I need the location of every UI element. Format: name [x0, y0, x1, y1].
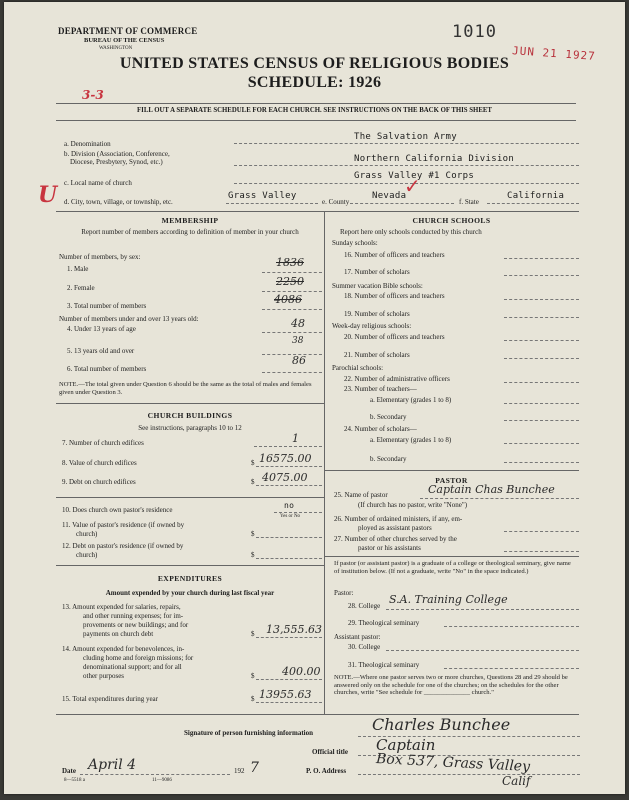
q11-label-1: 11. Value of pastor's residence (if owned by	[62, 521, 185, 529]
q24b-label: b. Secondary	[370, 455, 407, 463]
q23a-label: a. Elementary (grades 1 to 8)	[370, 396, 452, 404]
city-value[interactable]: Grass Valley	[228, 191, 297, 201]
q27-label-1: 27. Number of other churches served by the	[334, 535, 457, 543]
bureau-label: BUREAU OF THE CENSUS	[84, 37, 165, 44]
denomination-value[interactable]: The Salvation Army	[354, 132, 457, 142]
q24a-label: a. Elementary (grades 1 to 8)	[370, 436, 452, 444]
q10-value[interactable]: no	[284, 501, 295, 510]
year-value[interactable]: 7	[250, 760, 259, 776]
q4-value[interactable]: 48	[291, 317, 305, 330]
q8-value[interactable]: 16575.00	[259, 452, 312, 465]
form-code: 8—5518 a	[64, 778, 85, 783]
q12-label-1: 12. Debt on pastor's residence (if owned by	[62, 542, 184, 550]
q27-value-line[interactable]	[504, 551, 579, 552]
q15-value[interactable]: 13955.63	[259, 688, 312, 701]
q16-label: 16. Number of officers and teachers	[344, 251, 445, 259]
city-label: WASHINGTON	[99, 46, 133, 51]
q15-dollar: $	[251, 695, 255, 703]
q19-value-line[interactable]	[504, 317, 579, 318]
q6-value[interactable]: 86	[292, 354, 306, 367]
form-number: 1010	[452, 22, 497, 42]
q14-label-2: cluding home and foreign missions; for	[83, 654, 194, 662]
q31-label: 31. Theological seminary	[348, 661, 420, 669]
form-title: UNITED STATES CENSUS OF RELIGIOUS BODIES	[119, 55, 510, 72]
q3-value[interactable]: 4086	[274, 293, 302, 306]
division-value[interactable]: Northern California Division	[354, 154, 515, 164]
county-value[interactable]: Nevada	[372, 191, 407, 201]
q13-label-2: and other running expenses; for im-	[83, 612, 184, 620]
q2-value[interactable]: 2250	[276, 275, 304, 288]
q11-value-line[interactable]	[256, 537, 322, 538]
pastor-note: NOTE.—Where one pastor serves two or more churches, Questions 28 and 29 should be answered only on the schedule for one of the churches; on the schedules for the other churches, write "See schedule for ______________ church."	[334, 674, 568, 697]
membership-heading: MEMBERSHIP	[161, 216, 219, 225]
margin-mark: 3-3	[82, 88, 104, 102]
q4-label: 4. Under 13 years of age	[67, 325, 136, 333]
department-label: DEPARTMENT OF COMMERCE	[58, 26, 198, 36]
q12-value-line[interactable]	[256, 558, 322, 559]
q22-label: 22. Number of administrative officers	[344, 375, 450, 383]
q5-label: 5. 13 years old and over	[67, 347, 135, 355]
q29-label: 29. Theological seminary	[348, 619, 420, 627]
local-name-label: c. Local name of church	[64, 179, 132, 187]
q27-label-2: pastor or his assistants	[358, 544, 421, 552]
q26-value-line[interactable]	[504, 531, 579, 532]
q17-value-line[interactable]	[504, 275, 579, 276]
print-code: 11—9086	[152, 778, 172, 783]
po-address-value[interactable]: Box 537, Grass Valley	[375, 750, 531, 776]
q13-label-3: provements or new buildings; and for	[83, 621, 189, 629]
division-label-1: b. Division (Association, Conference,	[64, 150, 170, 158]
date-value[interactable]: April 4	[88, 757, 137, 773]
q12-label-2: church)	[76, 551, 98, 559]
q29-value-line[interactable]	[444, 626, 579, 627]
state-value[interactable]: California	[507, 191, 565, 201]
q18-label: 18. Number of officers and teachers	[344, 292, 445, 300]
q13-value[interactable]: 13,555.63	[266, 623, 322, 636]
instructions-line: FILL OUT A SEPARATE SCHEDULE FOR EACH CHURCH. SEE INSTRUCTIONS ON THE BACK OF THIS SHEET	[137, 107, 492, 114]
q24-label: 24. Number of scholars—	[344, 425, 417, 433]
age-intro-label: Number of members under and over 13 years old:	[59, 315, 199, 323]
pastor-subheading: Pastor:	[334, 589, 354, 597]
q25-label: 25. Name of pastor	[334, 491, 388, 499]
q5-value[interactable]: 38	[292, 336, 304, 346]
q14-label-4: other purposes	[83, 672, 125, 680]
state-label: f. State	[459, 198, 479, 206]
q13-label-1: 13. Amount expended for salaries, repairs,	[62, 603, 181, 611]
check-mark-icon: ✓	[404, 176, 421, 198]
q25-hint: (If church has no pastor, write "None")	[358, 501, 468, 509]
q11-label-2: church)	[76, 530, 98, 538]
members-by-sex-label: Number of members, by sex:	[59, 253, 141, 261]
official-title-value[interactable]: Captain	[376, 736, 436, 754]
q1-value[interactable]: 1836	[276, 256, 304, 269]
q19-label: 19. Number of scholars	[344, 310, 410, 318]
q7-label: 7. Number of church edifices	[62, 439, 144, 447]
pastor-heading: PASTOR	[435, 476, 468, 485]
q18-value-line[interactable]	[504, 299, 579, 300]
q24a-value-line[interactable]	[504, 443, 579, 444]
city-label: d. City, town, village, or township, etc.	[64, 198, 173, 206]
q12-dollar: $	[251, 551, 255, 559]
college-note: If pastor (or assistant pastor) is a graduate of a college or theological seminary, give name of institution below. (If not a graduate, write "No" in the space indicated.)	[334, 560, 571, 575]
q21-value-line[interactable]	[504, 358, 579, 359]
expenditures-intro: Amount expended by your church during last fiscal year	[105, 589, 275, 597]
q9-value[interactable]: 4075.00	[262, 471, 308, 484]
po-address-label: P. O. Address	[306, 767, 347, 775]
buildings-intro: See instructions, paragraphs 10 to 12	[138, 424, 242, 432]
membership-note: NOTE.—The total given under Question 6 should be the same as the total of males and females given under Question 3.	[59, 381, 312, 396]
q28-label: 28. College	[348, 602, 381, 610]
q7-value[interactable]: 1	[292, 432, 299, 445]
year-prefix: 192	[234, 767, 245, 775]
q10-label: 10. Does church own pastor's residence	[62, 506, 173, 514]
schools-heading: CHURCH SCHOOLS	[412, 216, 491, 225]
q25-value[interactable]: Captain Chas Bunchee	[428, 483, 555, 496]
q3-label: 3. Total number of members	[67, 302, 147, 310]
po-address-value-2[interactable]: Calif	[502, 774, 531, 788]
signature-value[interactable]: Charles Bunchee	[372, 715, 511, 734]
official-title-label: Official title	[312, 748, 348, 756]
q9-label: 9. Debt on church edifices	[62, 478, 136, 486]
q13-label-4: payments on church debt	[83, 630, 154, 638]
q8-dollar: $	[251, 459, 255, 467]
q26-label-1: 26. Number of ordained ministers, if any, em-	[334, 515, 463, 523]
received-date-stamp: JUN 21 1927	[511, 44, 597, 63]
q23b-label: b. Secondary	[370, 413, 407, 421]
membership-intro: Report number of members according to definition of member in your church	[81, 228, 299, 236]
q28-value[interactable]: S.A. Training College	[389, 593, 508, 606]
q20-value-line[interactable]	[504, 340, 579, 341]
q1-label: 1. Male	[67, 265, 89, 273]
q24b-value-line[interactable]	[504, 462, 579, 463]
local-name-value[interactable]: Grass Valley #1 Corps	[354, 171, 475, 181]
q9-dollar: $	[251, 478, 255, 486]
q13-dollar: $	[251, 630, 255, 638]
schedule-title: SCHEDULE: 1926	[247, 74, 382, 91]
q6-label: 6. Total number of members	[67, 365, 147, 373]
division-label-2: Diocese, Presbytery, Synod, etc.)	[70, 158, 163, 166]
q21-label: 21. Number of scholars	[344, 351, 410, 359]
q30-value-line[interactable]	[386, 650, 579, 651]
q2-label: 2. Female	[67, 284, 95, 292]
county-label: e. County	[322, 198, 350, 206]
q22-value-line[interactable]	[504, 382, 579, 383]
q30-label: 30. College	[348, 643, 381, 651]
date-label: Date	[62, 767, 76, 775]
parochial-schools-label: Parochial schools:	[332, 364, 384, 372]
q16-value-line[interactable]	[504, 258, 579, 259]
q14-value[interactable]: 400.00	[282, 665, 321, 678]
census-schedule-sheet	[4, 2, 625, 794]
sunday-schools-label: Sunday schools:	[332, 239, 378, 247]
expenditures-heading: EXPENDITURES	[157, 574, 223, 583]
signature-label: Signature of person furnishing information	[184, 729, 313, 737]
q11-dollar: $	[251, 530, 255, 538]
q8-label: 8. Value of church edifices	[62, 459, 137, 467]
q15-label: 15. Total expenditures during year	[62, 695, 158, 703]
buildings-heading: CHURCH BUILDINGS	[147, 411, 233, 420]
q14-label-1: 14. Amount expended for benevolences, in-	[62, 645, 185, 653]
schools-intro: Report here only schools conducted by this church	[340, 228, 482, 236]
q14-dollar: $	[251, 672, 255, 680]
q26-label-2: ployed as assistant pastors	[358, 524, 432, 532]
weekday-schools-label: Week-day religious schools:	[332, 322, 412, 330]
q20-label: 20. Number of officers and teachers	[344, 333, 445, 341]
q23-label: 23. Number of teachers—	[344, 385, 417, 393]
q14-label-3: denominational support; and for all	[83, 663, 182, 671]
q17-label: 17. Number of scholars	[344, 268, 410, 276]
assistant-pastor-subheading: Assistant pastor:	[334, 633, 381, 641]
summer-schools-label: Summer vacation Bible schools:	[332, 282, 423, 290]
q10-hint: Yes or No	[280, 514, 301, 519]
margin-letter: U	[38, 182, 58, 208]
q23b-value-line[interactable]	[504, 420, 579, 421]
denomination-label: a. Denomination	[64, 140, 111, 148]
q23a-value-line[interactable]	[504, 403, 579, 404]
q31-value-line[interactable]	[444, 668, 579, 669]
